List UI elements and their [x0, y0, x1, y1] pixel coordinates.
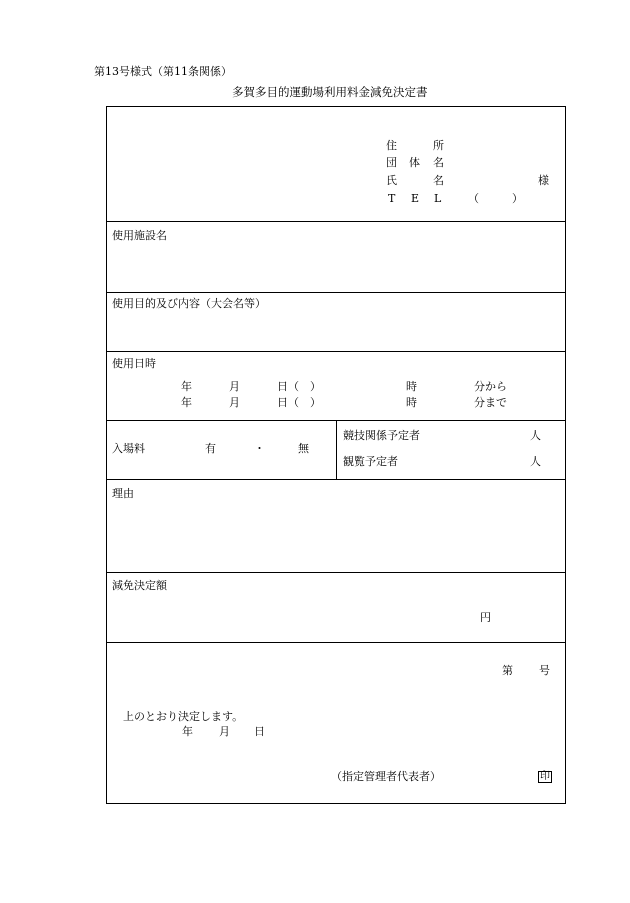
- tel-paren: （ ）: [468, 192, 523, 205]
- manager-label: （指定管理者代表者）: [331, 770, 441, 783]
- reduction-label: 減免決定額: [112, 579, 167, 592]
- end-hour: 時: [406, 396, 417, 409]
- spectators-unit: 人: [530, 455, 541, 468]
- address-label-2: 所: [433, 139, 444, 152]
- decision-month: 月: [219, 725, 230, 738]
- admission-label: 入場料: [112, 442, 145, 455]
- competitors-unit: 人: [530, 429, 541, 442]
- divider-purpose: [107, 351, 565, 352]
- name-label-2: 名: [433, 174, 444, 187]
- start-year: 年: [181, 380, 192, 393]
- reason-label: 理由: [112, 487, 134, 500]
- competitors-label: 競技関係予定者: [343, 429, 420, 442]
- end-day: 日（ ）: [277, 396, 321, 409]
- end-to: 分まで: [474, 396, 507, 409]
- address-label-1: 住: [386, 139, 397, 152]
- divider-facility: [107, 292, 565, 293]
- start-hour: 時: [406, 380, 417, 393]
- admission-dot: ・: [254, 442, 265, 455]
- divider-reason: [107, 572, 565, 573]
- group-label-1: 団: [386, 156, 397, 169]
- start-day: 日（ ）: [277, 380, 321, 393]
- decision-year: 年: [182, 725, 193, 738]
- seal-mark: 印: [540, 771, 550, 782]
- document-title: 多賀多目的運動場利用料金減免決定書: [232, 85, 428, 99]
- spectators-label: 観覧予定者: [343, 455, 398, 468]
- purpose-label: 使用目的及び内容（大会名等）: [112, 297, 266, 310]
- end-year: 年: [181, 396, 192, 409]
- start-from: 分から: [474, 380, 507, 393]
- number-go: 号: [539, 664, 550, 677]
- number-dai: 第: [502, 664, 513, 677]
- group-label-2: 体: [409, 156, 420, 169]
- group-label-3: 名: [433, 156, 444, 169]
- tel-label-e: E: [411, 192, 420, 205]
- divider-admission: [107, 479, 565, 480]
- start-month: 月: [229, 380, 240, 393]
- admission-no: 無: [298, 442, 309, 455]
- facility-label: 使用施設名: [112, 229, 167, 242]
- divider-admission-vertical: [336, 420, 337, 479]
- end-month: 月: [229, 396, 240, 409]
- decision-statement: 上のとおり決定します。: [123, 710, 244, 723]
- decision-day: 日: [254, 725, 265, 738]
- divider-applicant: [107, 221, 565, 222]
- form-table: [106, 106, 566, 804]
- honorific: 様: [538, 174, 549, 187]
- reduction-yen: 円: [480, 611, 491, 624]
- datetime-label: 使用日時: [112, 357, 156, 370]
- admission-yes: 有: [205, 442, 216, 455]
- tel-label-l: L: [434, 192, 442, 205]
- form-number: 第13号様式（第11条関係）: [94, 65, 232, 78]
- tel-label-t: T: [388, 192, 396, 205]
- divider-reduction: [107, 642, 565, 643]
- name-label-1: 氏: [386, 174, 397, 187]
